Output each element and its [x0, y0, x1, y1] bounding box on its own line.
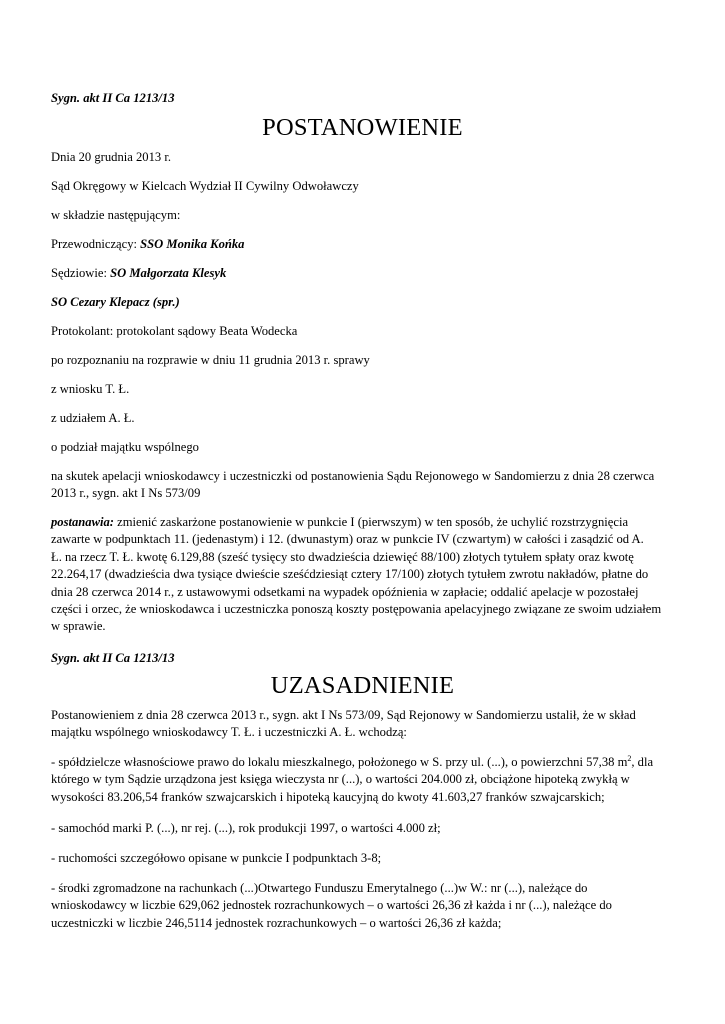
chair-label: Przewodniczący:: [51, 237, 141, 251]
judge1-name: SO Małgorzata Klesyk: [110, 266, 227, 280]
asset-item-apartment: [51, 754, 674, 806]
hearing-line: po rozpoznaniu na rozprawie w dniu 11 grudnia 2013 r. sprawy: [51, 353, 370, 367]
subject-line: o podział majątku wspólnego: [51, 440, 199, 454]
decision-line-7: w sprawie.: [51, 619, 106, 634]
item1-line-3: wysokości 83.206,54 franków szwajcarskich i hipoteką kaucyjną do kwoty 41.603,27 franków szwajcarskich;: [51, 789, 605, 804]
court-name: Sąd Okręgowy w Kielcach Wydział II Cywilny Odwoławczy: [51, 179, 359, 193]
asset-item-pension-funds: [51, 880, 674, 932]
judges-line: [51, 265, 674, 282]
item4-line-1: - środki zgromadzone na rachunkach (...)Otwartego Funduszu Emerytalnego (...)w W.: nr (...), należące do: [51, 881, 588, 895]
item1-line-1a: - spółdzielcze własnościowe prawo do lokalu mieszkalnego, położonego w S. przy ul. (...), o powierzchni 57,38 m: [51, 755, 628, 769]
appeal-line-2: 2013 r., sygn. akt I Ns 573/09: [51, 486, 201, 501]
justification-title: UZASADNIENIE: [270, 672, 455, 699]
intro-line-1: Postanowieniem z dnia 28 czerwca 2013 r., sygn. akt I Ns 573/09, Sąd Rejonowy w Sandomierzu ustalił, że w skład: [51, 708, 636, 722]
decision-paragraph: [51, 514, 674, 636]
decision-line-5: dnia 28 czerwca 2014 r., z ustawowymi odsetkami na wypadek opóźnienia w zapłacie; oddalić apelacje w pozostałej: [51, 584, 639, 599]
participant-line: z udziałem A. Ł.: [51, 411, 135, 425]
appeal-line-1: na skutek apelacji wnioskodawcy i uczestniczki od postanowienia Sądu Rejonowego w Sandomierzu z dnia 28 czerwca: [51, 469, 655, 483]
chair-line: [51, 236, 674, 253]
applicant-line: z wniosku T. Ł.: [51, 382, 130, 396]
order-date: Dnia 20 grudnia 2013 r.: [51, 150, 171, 164]
asset-item-car: - samochód marki P. (...), nr rej. (...), rok produkcji 1997, o wartości 4.000 zł;: [51, 821, 441, 835]
decision-line-3: Ł. na rzecz T. Ł. kwotę 6.129,88 (sześć tysięcy sto dwadzieścia dziewięć 88/100) złotych tytułem spłaty oraz kwotę: [51, 549, 634, 564]
decision-line-6: części i orzec, że wnioskodawca i uczestniczka ponoszą koszty postępowania apelacyjnego związane ze swoim udziałem: [51, 601, 662, 616]
item4-line-2: wnioskodawcy w liczbie 629,062 jednostek rozrachunkowych – o wartości 26,36 zł każda i nr (...), należące do: [51, 898, 612, 913]
decision-line-1: zmienić zaskarżone postanowienie w punkcie I (pierwszym) w ten sposób, że uchylić rozstrzygnięcia: [113, 515, 629, 529]
appeal-paragraph: [51, 468, 674, 503]
decides-label: postanawia:: [51, 515, 114, 529]
item1-superscript: 2: [627, 754, 632, 763]
case-signature-top: Sygn. akt II Ca 1213/13: [51, 91, 175, 105]
intro-line-2: majątku wspólnego wnioskodawcy T. Ł. i uczestniczki A. Ł. wchodzą:: [51, 725, 407, 740]
item4-line-3: uczestniczki w liczbie 246,5114 jednostek rozrachunkowych – o wartości 26,36 zł każda;: [51, 915, 502, 930]
judges-label: Sędziowie:: [51, 266, 111, 280]
asset-item-movables: - ruchomości szczegółowo opisane w punkcie I podpunktach 3-8;: [51, 851, 382, 865]
justification-intro: [51, 707, 674, 742]
chair-name: SSO Monika Końka: [140, 237, 245, 251]
clerk-line: Protokolant: protokolant sądowy Beata Wodecka: [51, 324, 298, 338]
decision-line-4: 22.264,17 (dwadzieścia dwa tysiące dwieście sześćdziesiąt cztery 17/100) złotych tytułem zwrotu nakładów, płatne do: [51, 567, 649, 582]
decision-line-2: zawarte w podpunktach 11. (jedenastym) i 12. (dwunastym) oraz w punkcie IV (czwartym) w całości i zasądzić od A.: [51, 532, 644, 547]
item1-line-2: którego w tym Sądzie urządzona jest księga wieczysta nr (...), o wartości 204.000 zł, obciążone hipoteką zwykłą w: [51, 772, 630, 787]
case-signature-justification: Sygn. akt II Ca 1213/13: [51, 651, 175, 665]
judge2-name: SO Cezary Klepacz (spr.): [51, 295, 180, 309]
composition-intro: w składzie następującym:: [51, 208, 181, 222]
document-title: POSTANOWIENIE: [262, 114, 463, 141]
item1-line-1b: , dla: [631, 755, 654, 769]
